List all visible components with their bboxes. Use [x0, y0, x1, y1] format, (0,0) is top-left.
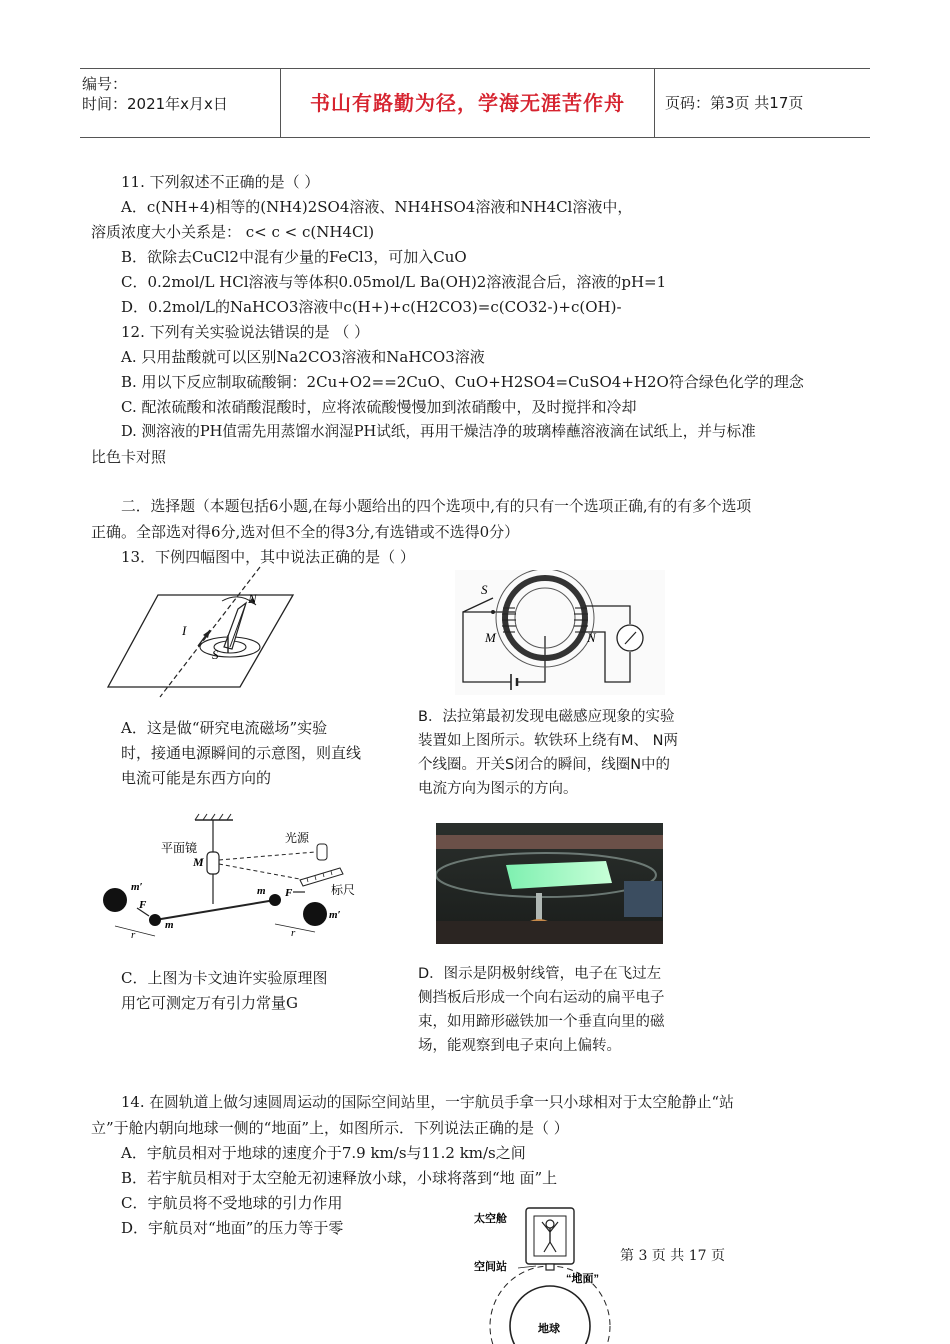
figure-c-label-ruler: 标尺 [331, 883, 356, 897]
q13-caption-a [121, 716, 361, 791]
q14-option-a: A．宇航员相对于地球的速度介于7.9 km/s与11.2 km/s之间 [121, 1144, 526, 1162]
figure-c-label-light: 光源 [285, 831, 310, 845]
q12-option-a: A. 只用盐酸就可以区别Na2CO3溶液和NaHCO3溶液 [121, 348, 485, 366]
q13-caption-b-line2: 装置如上图所示。软铁环上绕有M、 N两 [418, 733, 678, 749]
q13-stem: 13．下例四幅图中，其中说法正确的是（ ） [121, 548, 415, 566]
figure-q14-label-ground: “地面” [566, 1273, 599, 1285]
section2-intro-line2: 正确。全部选对得6分,选对但不全的得3分,有选错或不选得0分） [91, 523, 520, 541]
q11-option-d: D．0.2mol/L的NaHCO3溶液中c(H+)+c(H2CO3)=c(CO32-)+c(OH)- [121, 298, 622, 316]
header-motto: 书山有路勤为径，学海无涯苦作舟 [280, 69, 655, 137]
q13-caption-d-line1: D．图示是阴极射线管，电子在飞过左 [418, 966, 662, 982]
q13-caption-c-line2: 用它可测定万有引力常量G [121, 994, 298, 1012]
figure-c-label-M: M [193, 855, 204, 869]
q14-stem-line1: 14. 在圆轨道上做匀速圆周运动的国际空间站里，一宇航员手拿一只小球相对于太空舱静止“站 [121, 1094, 734, 1111]
figure-a-compass [100, 565, 300, 700]
q13-caption-b-line4: 电流方向为图示的方向。 [418, 781, 578, 797]
figure-c-label-m-left: m [165, 919, 174, 931]
q13-caption-c [121, 966, 327, 1016]
q12-option-d-line1: D. 测溶液的PH值需先用蒸馏水润湿PH试纸，再用干燥洁净的玻璃棒蘸溶液滴在试纸上，并与标准 [121, 423, 756, 440]
q13-caption-c-line1: C．上图为卡文迪许实验原理图 [121, 969, 328, 987]
q11-option-a-line1: A．c(NH+4)相等的(NH4)2SO4溶液、NH4HSO4溶液和NH4Cl溶液中， [121, 198, 633, 216]
q13-caption-b-line3: 个线圈。开关S闭合的瞬间，线圈N中的 [418, 757, 671, 773]
q13-caption-a-line2: 时，接通电源瞬间的示意图，则直线 [121, 744, 362, 762]
figure-c-label-f-left: F [139, 899, 147, 911]
figure-q14-space-station [470, 1200, 630, 1344]
header-meta [80, 69, 280, 137]
time-label: 时间：2021年x月x日 [82, 95, 228, 113]
q11-option-c: C．0.2mol/L HCl溶液与等体积0.05mol/L Ba(OH)2溶液混合后，溶液的pH=1 [121, 273, 667, 291]
page-header [80, 68, 870, 138]
figure-b-label-s: S [481, 582, 488, 597]
figure-c-cavendish [95, 812, 385, 947]
figure-c-label-r-right: r [291, 927, 296, 939]
figure-q14-label-cabin: 太空舱 [474, 1213, 507, 1225]
figure-q14-label-earth: 地球 [538, 1323, 560, 1335]
q13-caption-a-line3: 电流可能是东西方向的 [121, 769, 272, 787]
q13-caption-d-line4: 场，能观察到电子束向上偏转。 [418, 1038, 621, 1054]
q13-caption-d [418, 962, 665, 1058]
figure-c-label-f-right: F [285, 887, 293, 899]
q13-caption-d-line2: 侧挡板后形成一个向右运动的扁平电子 [418, 990, 665, 1006]
figure-a-label-s: S [212, 647, 219, 662]
q13-caption-b-line1: B．法拉第最初发现电磁感应现象的实验 [418, 709, 675, 725]
figure-c-label-mirror: 平面镜 [161, 841, 198, 855]
figure-a-label-n: N [248, 591, 257, 606]
figure-c-label-m-right: m [257, 885, 266, 897]
figure-b-label-m: M [485, 630, 496, 645]
q11-option-a-line2: 溶质浓度大小关系是： c< c < c(NH4Cl) [91, 223, 375, 241]
figure-b-faraday-ring [455, 570, 665, 695]
q11-option-b: B．欲除去CuCl2中混有少量的FeCl3，可加入CuO [121, 248, 467, 266]
q14-stem-line2: 立”于舱内朝向地球一侧的“地面”上，如图所示．下列说法正确的是（ ） [91, 1119, 569, 1137]
q13-caption-b [418, 705, 678, 801]
figure-c-label-m-prime-left: m′ [131, 881, 143, 893]
figure-c-label-m-prime-right: m′ [329, 909, 341, 921]
q12-stem: 12. 下列有关实验说法错误的是 （ ） [121, 323, 370, 341]
figure-q14-label-station: 空间站 [474, 1261, 507, 1273]
figure-c-label-r-left: r [131, 929, 136, 941]
q14-option-c: C．宇航员将不受地球的引力作用 [121, 1194, 343, 1212]
header-page-label: 页码：第3页 共17页 [665, 94, 804, 112]
q12-option-c: C. 配浓硫酸和浓硝酸混酸时，应将浓硫酸慢慢加到浓硝酸中，及时搅拌和冷却 [121, 398, 637, 416]
serial-label: 编号： [82, 75, 128, 93]
q14-option-b: B．若宇航员相对于太空舱无初速释放小球，小球将落到“地 面”上 [121, 1169, 558, 1187]
figure-b-label-n: N [587, 630, 596, 645]
q13-caption-d-line3: 束，如用蹄形磁铁加一个垂直向里的磁 [418, 1014, 665, 1030]
figure-d-cathode-ray-tube [436, 823, 663, 944]
q12-option-d-line2: 比色卡对照 [91, 448, 167, 466]
section2-intro-line1: 二．选择题（本题包括6小题,在每小题给出的四个选项中,有的只有一个选项正确,有的有多个选项 [121, 498, 752, 515]
figure-a-label-i: I [182, 623, 187, 638]
q12-option-b: B. 用以下反应制取硫酸铜：2Cu+O2==2CuO、CuO+H2SO4=CuSO4+H2O符合绿色化学的理念 [121, 373, 804, 391]
footer-page-number: 第 3 页 共 17 页 [620, 1248, 725, 1264]
q14-option-d: D．宇航员对“地面”的压力等于零 [121, 1219, 344, 1237]
q11-stem: 11. 下列叙述不正确的是（ ） [121, 173, 320, 191]
q13-caption-a-line1: A．这是做“研究电流磁场”实验 [121, 719, 328, 737]
